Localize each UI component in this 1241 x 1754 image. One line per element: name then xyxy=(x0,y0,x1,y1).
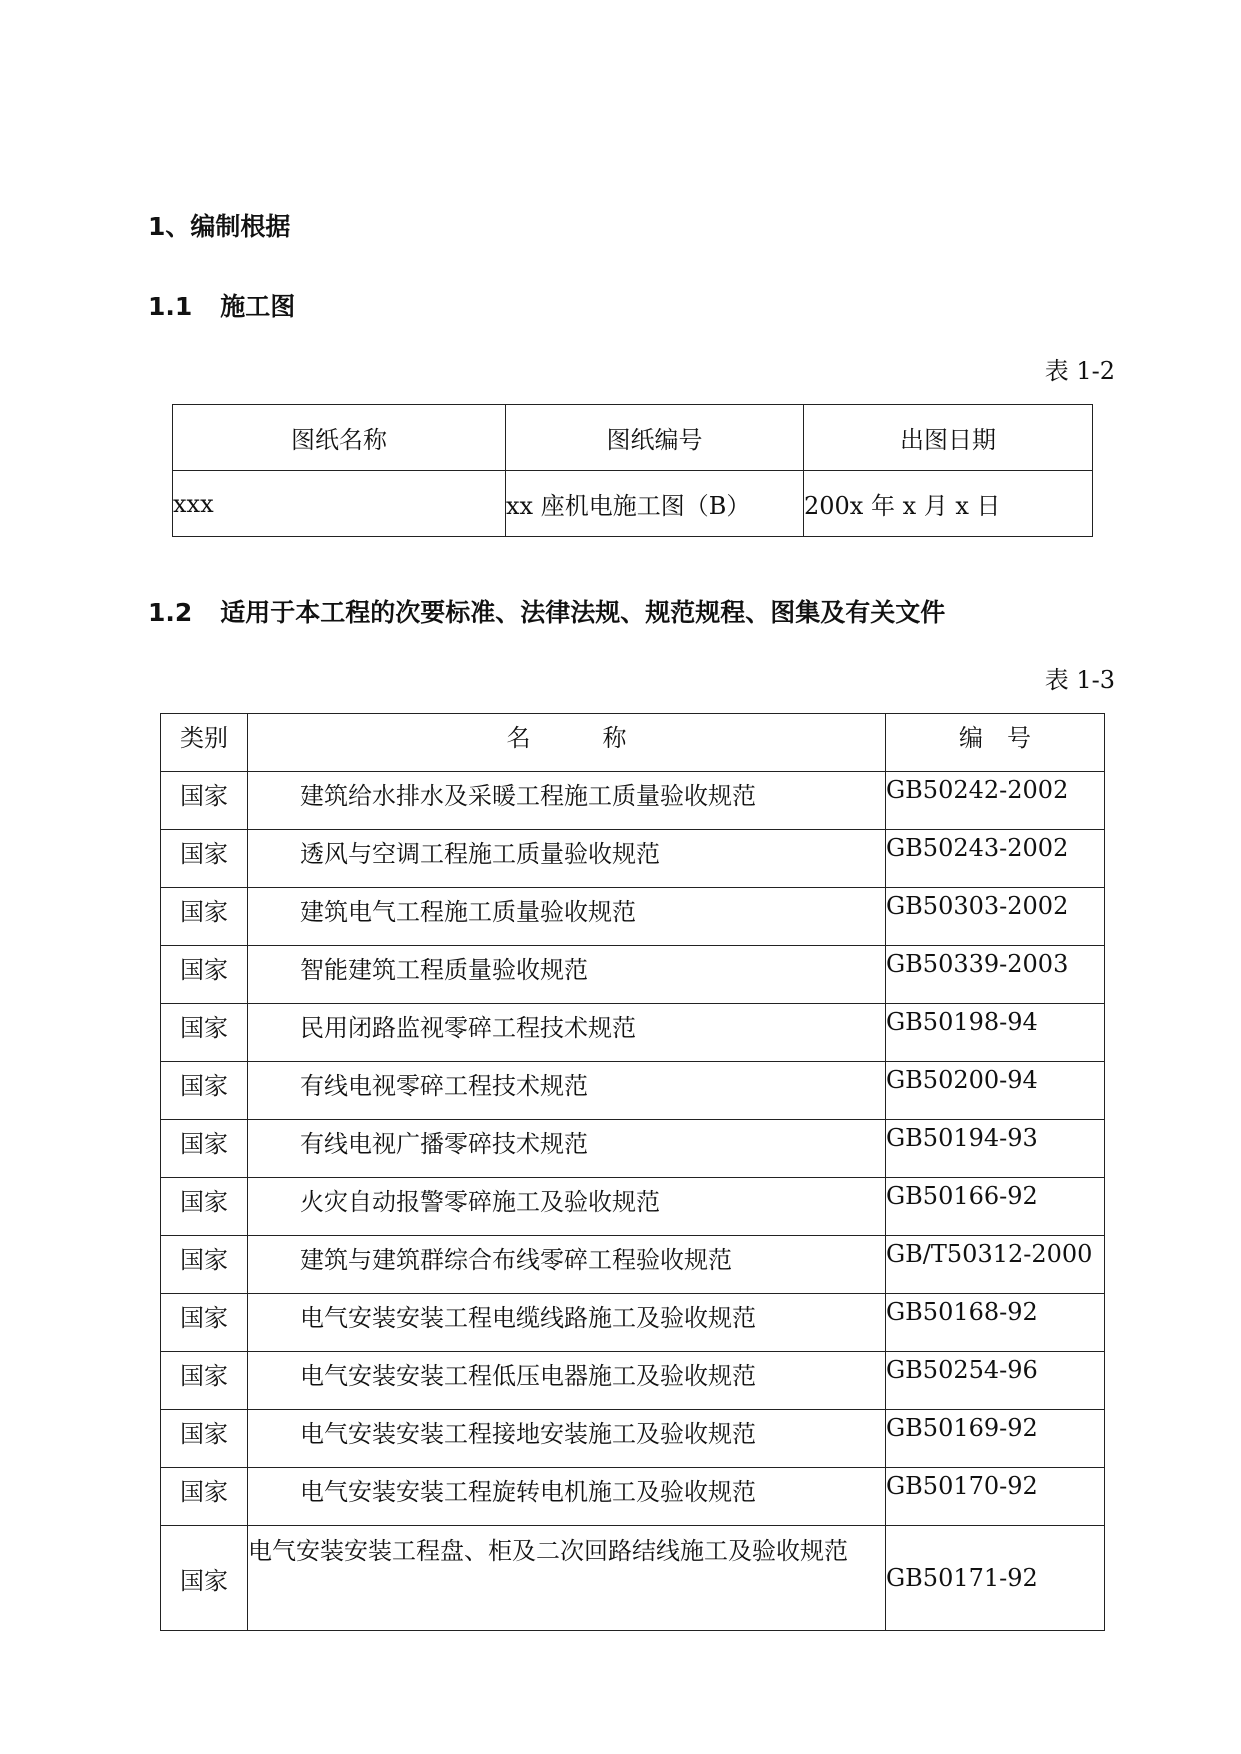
standard-name-cell: 建筑与建筑群综合布线零碎工程验收规范 xyxy=(248,1236,886,1294)
section-number: 1.1 xyxy=(148,292,193,321)
section-title: 适用于本工程的次要标准、法律法规、规范规程、图集及有关文件 xyxy=(220,598,946,627)
header-drawing-date: 出图日期 xyxy=(804,405,1093,471)
standard-code-cell: GB50303-2002 xyxy=(886,888,1105,946)
section-heading-1-2 xyxy=(148,597,945,629)
standard-code-cell: GB50243-2002 xyxy=(886,830,1105,888)
category-cell: 国家 xyxy=(161,1468,248,1526)
table-row xyxy=(161,1410,1105,1468)
standard-name-cell: 建筑给水排水及采暖工程施工质量验收规范 xyxy=(248,772,886,830)
header-name: 名 称 xyxy=(248,714,886,772)
drawings-table xyxy=(172,404,1093,537)
category-cell: 国家 xyxy=(161,946,248,1004)
standards-table-body xyxy=(161,772,1105,1631)
standard-code-cell: GB50194-93 xyxy=(886,1120,1105,1178)
table-row xyxy=(161,1178,1105,1236)
standard-name-cell: 透风与空调工程施工质量验收规范 xyxy=(248,830,886,888)
table-row xyxy=(161,1526,1105,1631)
header-category: 类别 xyxy=(161,714,248,772)
standard-name-cell: 建筑电气工程施工质量验收规范 xyxy=(248,888,886,946)
table-label-1-3: 表 1-3 xyxy=(1044,666,1115,694)
standard-code-cell: GB50339-2003 xyxy=(886,946,1105,1004)
standards-table xyxy=(160,713,1105,1631)
table-row xyxy=(161,946,1105,1004)
category-cell: 国家 xyxy=(161,1294,248,1352)
category-cell: 国家 xyxy=(161,1236,248,1294)
category-cell: 国家 xyxy=(161,772,248,830)
standard-code-cell: GB50242-2002 xyxy=(886,772,1105,830)
header-code: 编 号 xyxy=(886,714,1105,772)
category-cell: 国家 xyxy=(161,1526,248,1631)
standard-code-cell: GB50166-92 xyxy=(886,1178,1105,1236)
standard-code-cell: GB50170-92 xyxy=(886,1468,1105,1526)
category-cell: 国家 xyxy=(161,888,248,946)
standard-name-cell: 电气安装安装工程低压电器施工及验收规范 xyxy=(248,1352,886,1410)
table-row xyxy=(161,830,1105,888)
standard-name-cell: 民用闭路监视零碎工程技术规范 xyxy=(248,1004,886,1062)
category-cell: 国家 xyxy=(161,1410,248,1468)
category-cell: 国家 xyxy=(161,1120,248,1178)
table-header-row xyxy=(173,405,1093,471)
table-row xyxy=(161,1120,1105,1178)
section-title: 施工图 xyxy=(220,292,296,321)
table-row xyxy=(161,772,1105,830)
standard-name-cell: 有线电视零碎工程技术规范 xyxy=(248,1062,886,1120)
section-heading-1: 1、编制根据 xyxy=(148,212,291,241)
category-cell: 国家 xyxy=(161,830,248,888)
standard-name-cell: 电气安装安装工程电缆线路施工及验收规范 xyxy=(248,1294,886,1352)
section-heading-1-1 xyxy=(148,291,295,323)
table-row xyxy=(173,471,1093,537)
standard-code-cell: GB50200-94 xyxy=(886,1062,1105,1120)
table-row xyxy=(161,1004,1105,1062)
drawing-date-cell: 200x 年 x 月 x 日 xyxy=(804,471,1093,537)
category-cell: 国家 xyxy=(161,1062,248,1120)
table-row xyxy=(161,1294,1105,1352)
category-cell: 国家 xyxy=(161,1004,248,1062)
standard-code-cell: GB50198-94 xyxy=(886,1004,1105,1062)
standard-name-cell: 电气安装安装工程旋转电机施工及验收规范 xyxy=(248,1468,886,1526)
header-drawing-number: 图纸编号 xyxy=(506,405,804,471)
table-header-row xyxy=(161,714,1105,772)
standard-code-cell: GB50168-92 xyxy=(886,1294,1105,1352)
standard-code-cell: GB/T50312-2000 xyxy=(886,1236,1105,1294)
table-row xyxy=(161,1468,1105,1526)
standard-name-cell: 电气安装安装工程接地安装施工及验收规范 xyxy=(248,1410,886,1468)
table-row xyxy=(161,1352,1105,1410)
table-row xyxy=(161,888,1105,946)
standard-name-cell: 智能建筑工程质量验收规范 xyxy=(248,946,886,1004)
category-cell: 国家 xyxy=(161,1178,248,1236)
section-number: 1.2 xyxy=(148,598,193,627)
table-row xyxy=(161,1062,1105,1120)
standard-name-cell: 有线电视广播零碎技术规范 xyxy=(248,1120,886,1178)
header-drawing-name: 图纸名称 xyxy=(173,405,506,471)
category-cell: 国家 xyxy=(161,1352,248,1410)
standard-name-cell: 火灾自动报警零碎施工及验收规范 xyxy=(248,1178,886,1236)
standard-code-cell: GB50169-92 xyxy=(886,1410,1105,1468)
standard-code-cell: GB50171-92 xyxy=(886,1526,1105,1631)
table-label-1-2: 表 1-2 xyxy=(1044,357,1115,385)
drawing-number-cell: xx 座机电施工图（B） xyxy=(506,471,804,537)
drawing-name-cell: xxx xyxy=(173,471,506,537)
standard-code-cell: GB50254-96 xyxy=(886,1352,1105,1410)
table-row xyxy=(161,1236,1105,1294)
standard-name-cell: 电气安装安装工程盘、柜及二次回路结线施工及验收规范 xyxy=(248,1526,886,1631)
